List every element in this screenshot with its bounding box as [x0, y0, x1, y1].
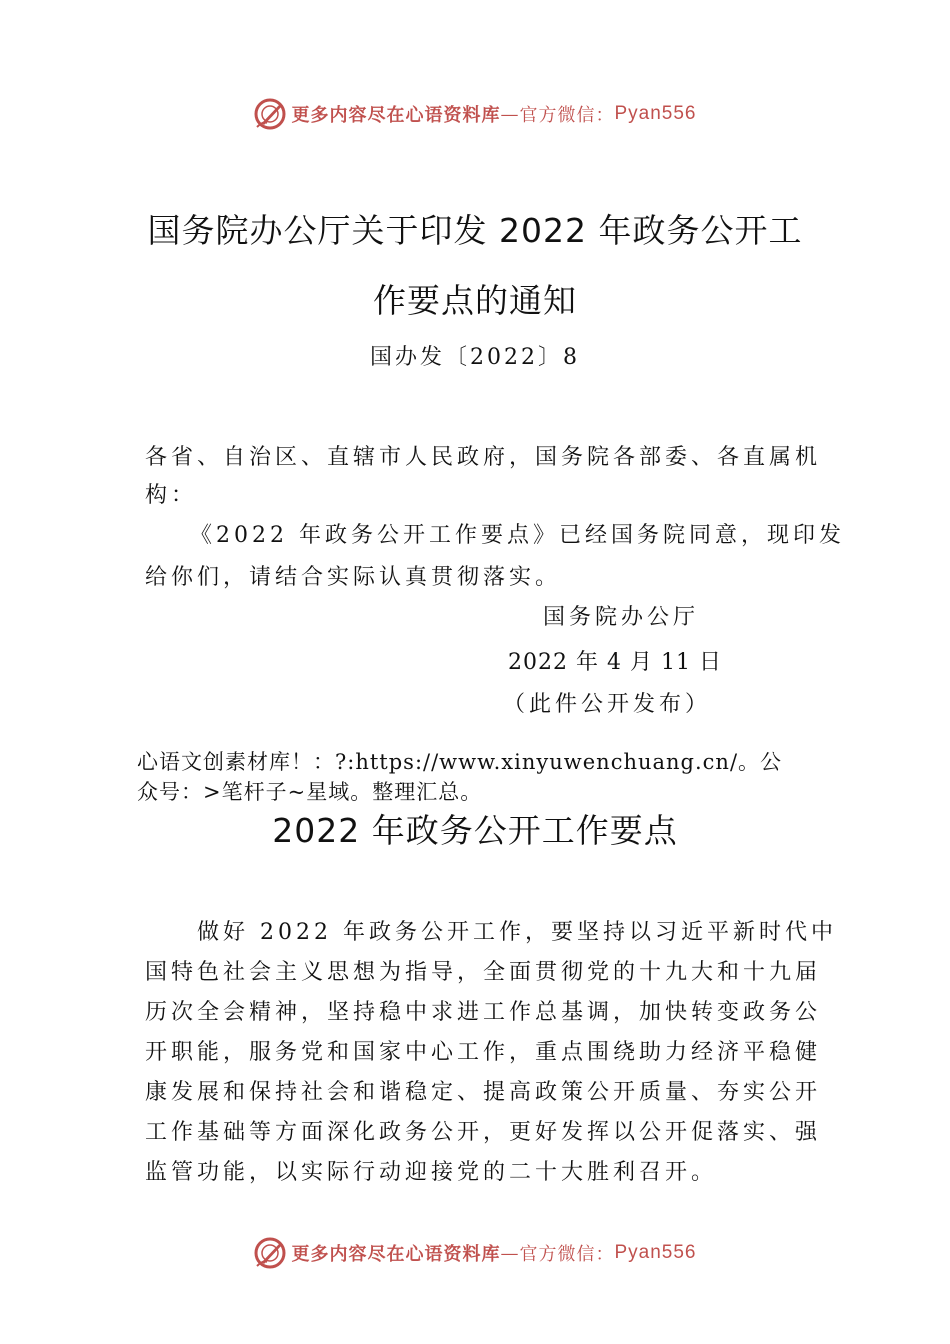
paragraph-line: 监管功能，以实际行动迎接党的二十大胜利召开。	[145, 1160, 718, 1185]
banner-wechat-label: 官方微信：	[519, 105, 615, 126]
banner-wechat-id: Pyan556	[614, 103, 697, 124]
salutation-line2: 构：	[145, 483, 198, 508]
banner-dash: —	[500, 1242, 520, 1264]
banner-wechat-id: Pyan556	[614, 1242, 697, 1263]
paragraph-line: 国特色社会主义思想为指导，全面贯彻党的十九大和十九届	[145, 960, 822, 985]
paragraph-line: 开职能，服务党和国家中心工作，重点围绕助力经济平稳健	[145, 1040, 822, 1065]
banner-wechat-label: 官方微信：	[519, 1244, 615, 1265]
doc-number: 国办发〔2022〕8	[370, 345, 580, 370]
notice-title-line2: 作要点的通知	[373, 281, 577, 320]
banner-brand: 更多内容尽在心语资料库	[291, 105, 501, 126]
paragraph-line: 工作基础等方面深化政务公开，更好发挥以公开促落实、强	[145, 1120, 822, 1145]
paragraph-line: 历次全会精神，坚持稳中求进工作总基调，加快转变政务公	[145, 1000, 822, 1025]
paragraph-line: 做好 2022 年政务公开工作，要坚持以习近平新时代中	[197, 920, 837, 945]
paragraph-line: 康发展和保持社会和谐稳定、提高政策公开质量、夯实公开	[145, 1080, 822, 1105]
footer-banner	[0, 1233, 950, 1273]
notice-body-line1: 《2022 年政务公开工作要点》已经国务院同意，现印发	[190, 523, 845, 548]
notice-title-line1: 国务院办公厅关于印发 2022 年政务公开工	[147, 211, 803, 250]
publish-note: （此件公开发布）	[503, 692, 712, 717]
source-note-line2: 众号：>笔杆子~星域。整理汇总。	[137, 780, 483, 804]
signature: 国务院办公厅	[543, 605, 700, 630]
pen-circle-icon	[253, 1236, 287, 1270]
notice-date: 2022 年 4 月 11 日	[508, 650, 722, 675]
pen-circle-icon	[253, 97, 287, 131]
banner-brand: 更多内容尽在心语资料库	[291, 1244, 501, 1265]
notice-body-line2: 给你们，请结合实际认真贯彻落实。	[145, 565, 562, 590]
banner-dash: —	[500, 103, 520, 125]
header-banner	[0, 94, 950, 134]
points-title: 2022 年政务公开工作要点	[272, 811, 678, 850]
salutation-line1: 各省、自治区、直辖市人民政府，国务院各部委、各直属机	[145, 445, 822, 470]
source-note-line1: 心语文创素材库！：?:https://www.xinyuwenchuang.cn/。公	[137, 750, 783, 774]
